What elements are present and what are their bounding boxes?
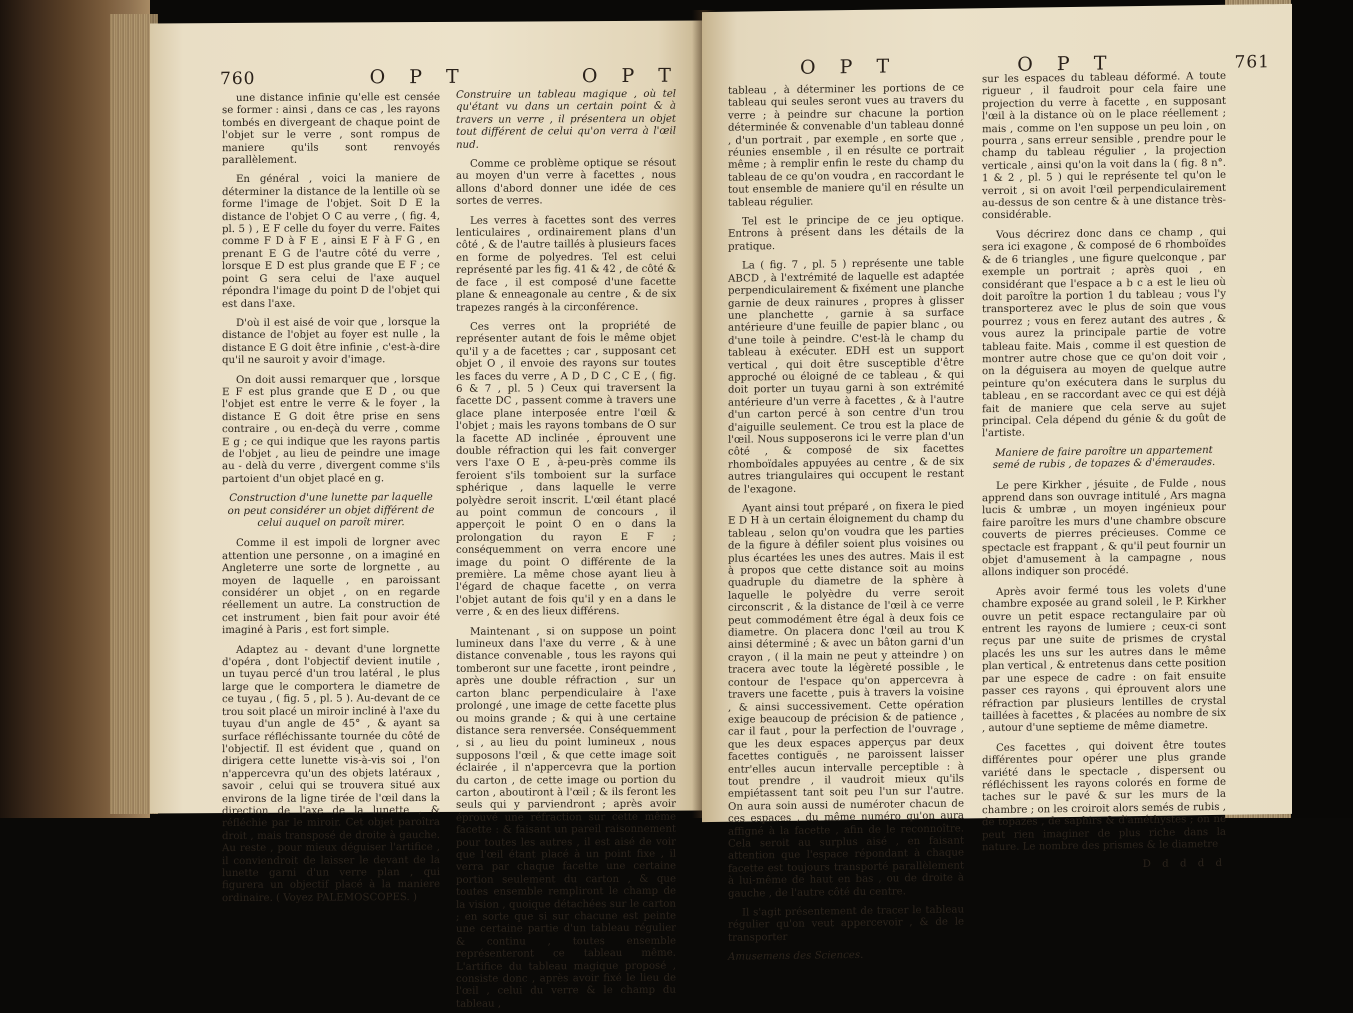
paragraph: Comme ce problème optique se résout au moyen d'un verre à facettes , nous allons d'abord donner une idée de ces sortes de verres. [456, 157, 676, 208]
paragraph: Après avoir fermé tous les volets d'une chambre exposée au grand soleil , le P. Kirkher ouvre un petit espace rectangulaire par où entrent les rayons de lumiere ; ceux-ci sont reçus par une suite de prismes de crystal placés les uns sur les autres dans le même plan vertical , & entretenus dans cette position par une espece de cadre : on fait ensuite passer ces rayons , qui éprouvent alors une réfraction par plusieurs lentilles de crystal taillées à facettes , & placées au nombre de six , autour d'une septieme de même diametre. [982, 583, 1227, 735]
paragraph: Adaptez au - devant d'une lorgnette d'opéra , dont l'objectif devient inutile , un tuyau percé d'un trou latéral , le plus large que le comportera le diametre de ce tuyau , ( fig. 5 , pl. 5 ). Au-devant de ce trou soit placé un miroir incliné à l'axe du tuyau d'un angle de 45° , & ayant sa surface réfléchissante tournée du côté de l'objectif. Il est évident que , quand on dirigera cette lunette vis-à-vis soi , l'on n'appercevra qu'un des objets latéraux , savoir , celui qui se trouvera situé aux environs de la ligne tirée de l'œil dans la direction de l'axe de la lunette , & réfléchie par le miroir. Cet objet paroîtra droit , mais transposé de droite à gauche. Au reste , pour mieux déguiser l'artifice , il conviendroit de laisser le devant de la lunette garni d'un verre plan , qui figurera un objectif placé à la maniere ordinaire. ( Voyez PALEMOSCOPES. ) [222, 643, 440, 904]
section-title: Construire un tableau magique , où tel qu'étant vu dans un certain point & à travers un verre , il présentera un objet tout différent de celui qu'on verra à l'œil nud. [456, 88, 676, 151]
left-running-title-1: O P T [369, 65, 468, 89]
paragraph: On doit aussi remarquer que , lorsque E F est plus grande que E D , ou que l'objet est entre le verre & le foyer , la distance E G doit être prise en sens contraire , ou en-deçà du verre , comme E g ; ce qui indique que les rayons partis de l'objet , au lieu de peindre une image au - delà du verre , divergent comme s'ils partoient d'un objet placé en g. [222, 373, 440, 485]
left-page [150, 21, 702, 1010]
paragraph: Vous décrirez donc dans ce champ , qui sera ici exagone , & composé de 6 rhomboïdes & de 6 triangles , une figure quelconque , par exemple un portrait ; après quoi , en considérant que l'espace a b c a est le lieu où doit paroître la portion 1 du tableau ; vous l'y transporterez avec le plus de soin que vous pourrez ; vous en ferez autant des autres , & vous aurez la principale partie de votre tableau faite. Mais , comme il est question de montrer autre chose que ce qu'on doit voir , on la déguisera au moyen de quelque autre peinture qu'on exécutera dans le surplus du tableau , en se raccordant avec ce qui est déjà fait de maniere que cela serve au sujet principal. Cela dépend du génie & du goût de l'artiste. [982, 226, 1226, 440]
right-page [702, 4, 1292, 963]
section-title: Maniere de faire paroître un appartement semé de rubis , de topazes & d'émeraudes. [992, 444, 1216, 472]
background-right [1291, 0, 1353, 818]
left-running-title-2: O P T [581, 64, 680, 88]
right-running-title-2: O P T [1017, 52, 1116, 76]
footer-note: Amusemens des Sciences. [728, 950, 864, 963]
paragraph: sur les espaces du tableau déformé. A toute rigueur , il faudroit pour cela faire une projection du verre à facette , en supposant l'œil à la distance où on le place réellement ; mais , comme on l'en suppose un peu loin , on pourra , sans erreur sensible , prendre pour le champ du tableau régulier , la projection verticale , ainsi qu'on la voit dans la ( fig. 8 n°. 1 & 2 , pl. 5 ) qui le représente tel qu'on le verroit , si on avoit l'œil perpendiculairement au-dessus de son centre & à une distance très-considérable. [982, 70, 1226, 222]
right-page-column-2 [982, 70, 1227, 871]
paragraph: Comme il est impoli de lorgner avec attention une personne , on a imaginé en Angleterre une sorte de lorgnette , au moyen de laquelle , en paroissant considérer un objet , on en regarde réellement un autre. La construction de cet instrument , bien fait pour avoir été imaginé à Paris , est fort simple. [222, 537, 440, 637]
paragraph: tableau , à déterminer les portions de ce tableau qui seules seront vues au travers du verre ; à peindre sur chacune la portion déterminée & convenable d'un tableau donné , d'un portrait , par exemple , en sorte que , réunies ensemble , il en résulte ce portrait même ; à remplir enfin le reste du champ du tableau de ce qu'on voudra , en raccordant le tout ensemble de maniere qu'il en résulte un tableau régulier. [728, 82, 964, 209]
paragraph: une distance infinie qu'elle est censée se former : ainsi , dans ce cas , les rayons tombés en divergeant de chaque point de l'objet sur le verre , sont rompus de maniere qu'ils sont renvoyés parallèlement. [222, 91, 440, 167]
paragraph: D'où il est aisé de voir que , lorsque la distance de l'objet au foyer est nulle , la distance E G doit être infinie , c'est-à-dire qu'il ne sauroit y avoir d'image. [222, 316, 440, 367]
paragraph: Ces verres ont la propriété de représenter autant de fois le même objet qu'il y a de facettes ; car , supposant cet objet O , il envoie des rayons sur toutes les faces du verre , A D , D C , C E , ( fig. 6 & 7 , pl. 5 ) Ceux qui traversent la facette DC , passent comme à travers une glace plane interposée entre l'œil & l'objet ; mais les rayons tombans de O sur la facette AD inclinée , éprouvent une double réfraction qui les fait converger vers l'axe O E , à-peu-près comme ils feroient s'ils tomboient sur la surface sphérique , dans laquelle le verre polyèdre seroit inscrit. L'œil étant placé au point commun de concours , il apperçoit le point O en o dans la prolongation du rayon E F ; conséquemment on verra encore une image du point O différente de la première. La même chose ayant lieu à l'égard de chaque facette , on verra l'objet autant de fois qu'il y en a dans le verre , & en des lieux différens. [456, 320, 676, 619]
paragraph: En général , voici la maniere de déterminer la distance de la lentille où se forme l'image de l'objet. Soit D E la distance de l'objet O C au verre , ( fig. 4, pl. 5 ) , E F celle du foyer du verre. Faites comme F D à F E , ainsi E F à F G , en prenant E G de l'autre côté du verre , lorsque E D est plus grande que E F ; ce point G sera celui de l'axe auquel répondra l'image du point D de l'objet qui est dans l'axe. [222, 173, 440, 310]
paragraph: La ( fig. 7 , pl. 5 ) représente une table ABCD , à l'extrémité de laquelle est adaptée perpendiculairement & fixément une planche garnie de deux rainures , propres à glisser une planchette , garnie à sa surface antérieure d'une feuille de papier blanc , ou d'une toile à peindre. C'est-là le champ du tableau à exécuter. EDH est un support vertical , qui doit être susceptible d'être approché ou éloigné de ce tableau , & qui doit porter un tuyau garni à son extrémité antérieure d'un verre à facettes , & à l'autre d'un carton percé à son centre d'un trou d'aiguille seulement. Ce trou est la place de l'œil. Nous supposerons ici le verre plan d'un côté , & composé de six facettes rhomboïdales appuyées au centre , & de six autres triangulaires qui occupent le restant de l'exagone. [728, 257, 964, 496]
paragraph: Ces facettes , qui doivent être toutes différentes pour opérer une plus grande variété dans le spectacle , dispersent ou réfléchissent les rayons colorés en forme de taches sur le pavé & sur les murs de la chambre ; on les croiroit alors semés de rubis , de topazes , de saphirs & d'améthystes ; on ne peut rien imaginer de plus riche dans la nature. Le nombre des prismes & le diametre [982, 739, 1226, 854]
left-page-number: 760 [220, 68, 256, 90]
left-page-column-2 [456, 88, 676, 1010]
left-page-column-1 [222, 91, 440, 904]
right-running-title-1: O P T [800, 55, 899, 79]
right-page-column-1 [728, 82, 964, 963]
paragraph: Tel est le principe de ce jeu optique. Entrons à présent dans les détails de la pratique. [728, 213, 964, 253]
paragraph: Maintenant , si on suppose un point lumineux dans l'axe du verre , & à une distance convenable , tous les rayons qui tomberont sur une facette , iront peindre , après une double réfraction , sur un carton blanc perpendiculaire à l'axe prolongé , une image de cette facette plus ou moins grande ; & qui à une certaine distance sera renversée. Conséquemment , si , au lieu du point lumineux , nous supposons l'œil , & que cette image soit éclairée , il n'appercevra que la portion du carton , de cette image ou portion du carton , aboutiront à l'œil ; & ils feront les seuls qui y parviendront ; après avoir éprouvé une réfraction sur cette même facette : & faisant un pareil raisonnement pour toutes les autres , il est aisé de voir que l'œil étant placé à un point fixe , il verra par chaque facette une certaine portion seulement du carton , & que toutes ensemble rempliront le champ de la vision , quoique détachées sur le carton ; en sorte que si sur chacune est peinte une certaine partie d'un tableau régulier & continu , toutes ensemble représenteront ce tableau même. L'artifice du tableau magique proposé , consiste donc , après avoir fixé le lieu de l'œil , celui du verre & le champ du tableau , [456, 625, 676, 1010]
paragraph: Il s'agit présentement de tracer le tableau régulier qu'on veut appercevoir , & de le transporter [728, 904, 964, 944]
signature-mark: D d d d d [1142, 858, 1226, 871]
paragraph: Le pere Kirkher , jésuite , de Fulde , nous apprend dans son ouvrage intitulé , Ars magna lucis & umbræ , un moyen ingénieux pour faire paroître les murs d'une chambre obscure couverts de pierres précieuses. Comme ce spectacle est frappant , & qu'il peut fournir un objet d'amusement à la campagne , nous allons indiquer son procédé. [982, 477, 1226, 579]
section-title: Construction d'une lunette par laquelle on peut considérer un objet différent de celui auquel on paroît mirer. [227, 492, 435, 529]
paragraph: Ayant ainsi tout préparé , on fixera le pied E D H à un certain éloignement du champ du tableau , selon qu'on voudra que les parties de la figure à défiler soient plus voisines ou plus écartées les unes des autres. Mais il est à propos que cette distance soit au moins quadruple du diametre de la sphère à laquelle le polyèdre du verre seroit circonscrit , & la distance de l'œil à ce verre peut commodément être égal à deux fois ce diametre. On placera donc l'œil au trou K ainsi déterminé ; & avec un bâton garni d'un crayon , ( il la main ne peut y atteindre ) on tracera avec toute la légèreté possible , le contour de l'espace qu'on appercevra à travers une facette , puis à travers la voisine , & ainsi successivement. Cette opération exige beaucoup de précision & de patience , car il faut , pour la perfection de l'ouvrage , que les deux espaces apperçus par deux facettes contiguës , ne paroissent laisser entr'elles aucun intervalle perceptible : à tout prendre , il vaudroit mieux qu'ils empiétassent tant soit peu l'un sur l'autre. On aura soin aussi de numéroter chacun de ces espaces , du même numéro qu'on aura affigné à la facette , afin de le reconnoître. Cela seroit au surplus aisé , en faisant attention que l'espace répondant à chaque facette est toujours transporté parallèlement à lui-même de haut en bas , ou de droite à gauche , de l'autre côté du centre. [728, 500, 964, 900]
paragraph: Les verres à facettes sont des verres lenticulaires , ordinairement plans d'un côté , & de l'autre taillés à plusieurs faces en forme de polyedres. Tel est celui représenté par les fig. 41 & 42 , de côté & de face , il est composé d'une facette plane & enneagonale au centre , & de six trapezes rangés à la circonférence. [456, 214, 676, 314]
left-page-header [220, 65, 680, 91]
right-page-number: 761 [1234, 52, 1270, 73]
